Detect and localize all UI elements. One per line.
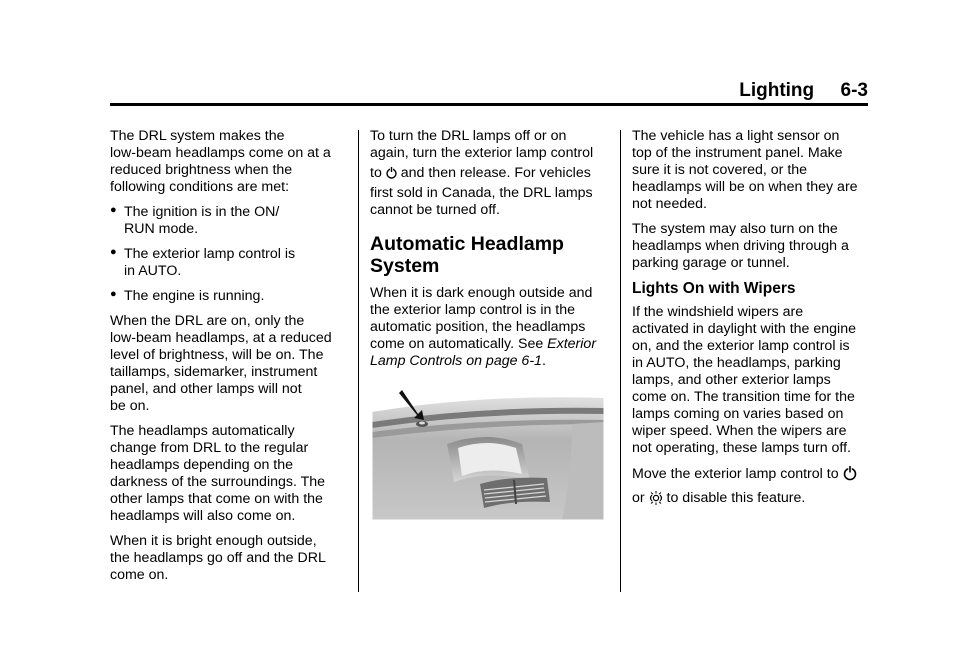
turn-off-drl-paragraph <box>370 128 608 219</box>
bullet-icon: ● <box>110 204 117 216</box>
bullet-icon: ● <box>110 288 117 300</box>
column-3 <box>632 128 872 518</box>
text-line: panel, and other lamps will not <box>110 381 302 397</box>
text-fragment: Move the exterior lamp control to <box>632 466 839 482</box>
text-line-with-icon <box>370 165 608 185</box>
text-line: headlamps when driving through a <box>632 238 849 254</box>
text-line: When the DRL are on, only the <box>110 313 305 329</box>
text-line: The DRL system makes the <box>110 128 285 144</box>
text-line: When it is bright enough outside, <box>110 533 317 549</box>
light-sensor-paragraph <box>632 128 872 213</box>
text-line: sure it is not covered, or the <box>632 162 808 178</box>
text-line: The exterior lamp control is <box>124 246 296 262</box>
heading-line: Automatic Headlamp <box>370 233 564 255</box>
auto-change-paragraph <box>110 423 346 525</box>
bullet-item-ignition <box>110 204 346 238</box>
text-line: darkness of the surroundings. The <box>110 474 326 490</box>
text-line: lamps coming on varies based on <box>632 406 844 422</box>
text-line: not operating, these lamps turn off. <box>632 440 851 456</box>
text-fragment: to disable this feature. <box>666 490 806 506</box>
power-off-icon <box>843 465 857 486</box>
text-line: cannot be turned off. <box>370 202 500 218</box>
disable-feature-paragraph <box>632 465 872 510</box>
text-line: If the windshield wipers are <box>632 304 804 320</box>
section-heading <box>370 233 608 277</box>
text-line: wiper speed. When the wipers are <box>632 423 847 439</box>
text-line: be on. <box>110 398 150 414</box>
wipers-paragraph <box>632 304 872 457</box>
text-line: come on. <box>110 567 169 583</box>
text-line: activated in daylight with the engine <box>632 321 856 337</box>
text-fragment: come on automatically. See <box>370 336 548 352</box>
subsection-heading: Lights On with Wipers <box>632 280 796 297</box>
page-title: Lighting 6-3 <box>739 80 868 101</box>
column-divider-1 <box>358 130 359 592</box>
text-line: again, turn the exterior lamp control <box>370 145 594 161</box>
text-line: The engine is running. <box>124 288 265 304</box>
column-divider-2 <box>620 130 621 592</box>
drl-intro-paragraph <box>110 128 346 196</box>
text-line: the headlamps go off and the DRL <box>110 550 326 566</box>
heading-line: System <box>370 255 440 277</box>
header-rule <box>110 103 868 106</box>
tunnel-paragraph <box>632 221 872 272</box>
text-line: low-beam headlamps, at a reduced <box>110 330 332 346</box>
bullet-icon: ● <box>110 246 117 258</box>
text-line: The headlamps automatically <box>110 423 295 439</box>
bullet-item-engine <box>110 288 346 305</box>
text-fragment: or <box>632 490 645 506</box>
drl-on-paragraph <box>110 313 346 415</box>
page-header <box>110 78 868 104</box>
text-line: headlamps will be on when they are <box>632 179 858 195</box>
text-line: the exterior lamp control is in the <box>370 302 576 318</box>
text-line: first sold in Canada, the DRL lamps <box>370 185 593 201</box>
text-fragment: to <box>370 165 382 181</box>
text-line: on, and the exterior lamp control is <box>632 338 850 354</box>
text-line-with-icon <box>632 465 872 486</box>
text-line: level of brightness, will be on. The <box>110 347 324 363</box>
text-line: headlamps depending on the <box>110 457 294 473</box>
text-line: low-beam headlamps come on at a <box>110 145 331 161</box>
bright-paragraph <box>110 533 346 584</box>
column-1 <box>110 128 346 592</box>
text-fragment: . <box>541 353 546 369</box>
text-line: other lamps that come on with the <box>110 491 323 507</box>
text-line: change from DRL to the regular <box>110 440 309 456</box>
text-line: The ignition is in the ON/ <box>124 204 280 220</box>
text-line: in AUTO, the headlamps, parking <box>632 355 841 371</box>
text-line: parking garage or tunnel. <box>632 255 790 271</box>
text-fragment: and then release. For vehicles <box>400 165 591 181</box>
text-line: To turn the DRL lamps off or on <box>370 128 567 144</box>
text-line: come on. The transition time for the <box>632 389 855 405</box>
text-line: lamps, and other exterior lamps <box>632 372 831 388</box>
text-line: RUN mode. <box>124 221 199 237</box>
text-line <box>370 336 608 353</box>
text-line-with-icon <box>632 490 872 510</box>
dashboard-light-sensor-image <box>372 384 604 520</box>
text-line: following conditions are met: <box>110 179 290 195</box>
text-line: headlamps will also come on. <box>110 508 296 524</box>
text-line: reduced brightness when the <box>110 162 293 178</box>
power-off-icon <box>386 166 397 185</box>
text-line: When it is dark enough outside and <box>370 285 593 301</box>
text-line: The vehicle has a light sensor on <box>632 128 840 144</box>
bullet-item-lamp-control <box>110 246 346 280</box>
text-line: taillamps, sidemarker, instrument <box>110 364 318 380</box>
parking-lamp-icon <box>649 491 663 510</box>
text-line: not needed. <box>632 196 707 212</box>
cross-reference-link[interactable]: Exterior <box>547 336 597 352</box>
text-line <box>370 353 608 370</box>
text-line: top of the instrument panel. Make <box>632 145 843 161</box>
text-line: automatic position, the headlamps <box>370 319 586 335</box>
text-line: The system may also turn on the <box>632 221 838 237</box>
column-2 <box>370 128 608 520</box>
auto-headlamp-paragraph <box>370 285 608 370</box>
text-line: in AUTO. <box>124 263 182 279</box>
cross-reference-link[interactable]: Lamp Controls on page 6-1 <box>370 353 542 369</box>
